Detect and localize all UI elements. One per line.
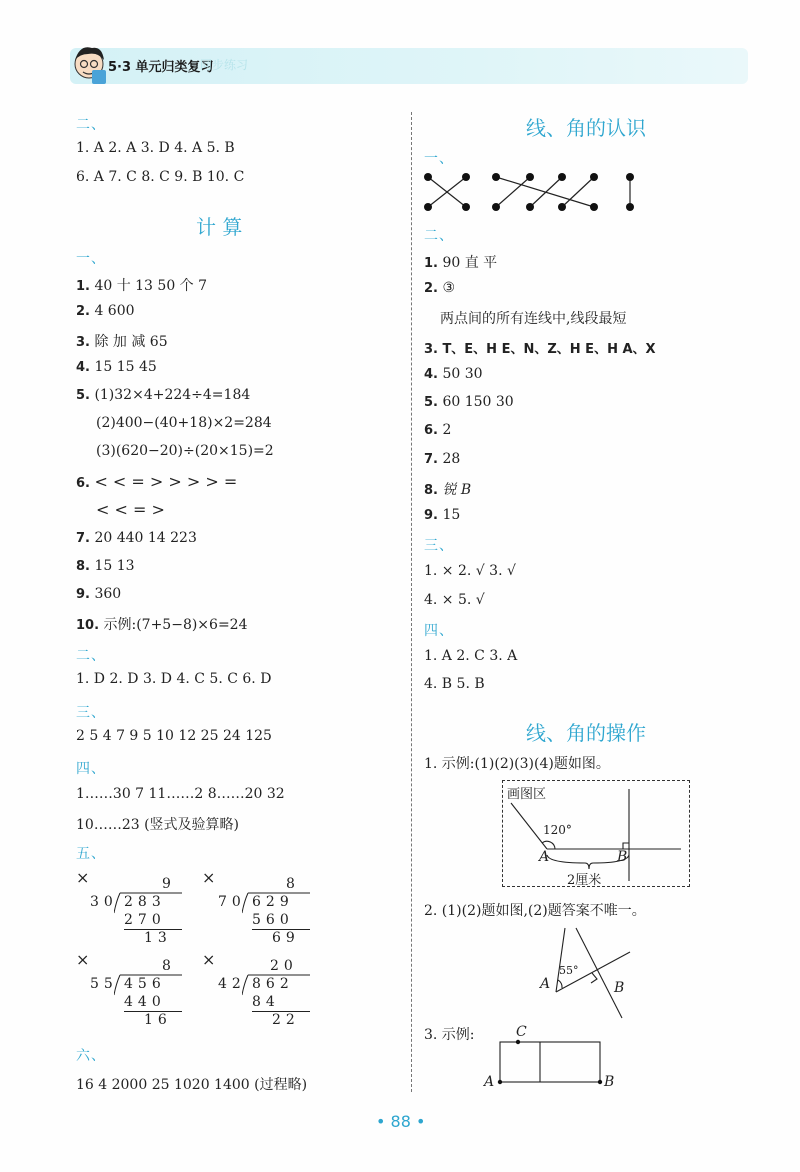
dot-matching-figure [418, 168, 648, 214]
drawing-area-box [502, 780, 690, 887]
calc-line-5b: (2)400−(40+18)×2=284 [96, 415, 272, 431]
item-number: 3. [76, 335, 90, 350]
divisor: 55 [90, 976, 118, 992]
product: 440 [124, 994, 166, 1010]
operation-item-3 [424, 1024, 475, 1044]
quotient: 8 [162, 958, 176, 974]
calc-section-2-answers: 1. D 2. D 3. D 4. C 5. C 6. D [76, 671, 272, 687]
item-number: 8. [76, 559, 90, 574]
right-section-3-line-2: 4. × 5. √ [424, 592, 485, 608]
right-section-4-line-2: 4. B 5. B [424, 676, 485, 692]
item-number: 1. [76, 279, 90, 294]
item-text: 90 直 平 [442, 255, 498, 271]
right-section-4-line-1: 1. A 2. C 3. A [424, 648, 518, 664]
right-line-4 [424, 366, 483, 382]
drawing-area-label: 画图区 [507, 787, 547, 802]
right-section-3-line-1: 1. × 2. √ 3. √ [424, 563, 516, 579]
item-text: 360 [94, 586, 122, 602]
divisor: 30 [90, 894, 118, 910]
right-section-4: 四、 [424, 623, 454, 639]
item-text: (1)32×4+224÷4=184 [94, 387, 251, 403]
operation-item-1: 1. 示例:(1)(2)(3)(4)题如图。 [424, 756, 610, 772]
product: 270 [124, 912, 166, 928]
divisor: 70 [218, 894, 246, 910]
item-number: 7. [76, 531, 90, 546]
wrong-mark-icon: × [76, 868, 90, 887]
item-number: 7. [424, 452, 438, 467]
wrong-mark-icon: × [202, 950, 216, 969]
quotient: 20 [270, 958, 298, 974]
remainder: 13 [144, 930, 172, 946]
header-ghost-text: 同步练习 [200, 58, 249, 72]
product: 84 [252, 994, 280, 1010]
calc-section-6: 六、 [76, 1048, 106, 1064]
item-text: 示例:(7+5−8)×6=24 [103, 617, 248, 633]
calc-section-1: 一、 [76, 251, 106, 267]
wrong-mark-icon: × [76, 950, 90, 969]
calc-section-3: 三、 [76, 705, 106, 721]
perpendicular-figure [530, 922, 640, 1022]
item-number: 4. [424, 367, 438, 382]
item-text: 15 13 [94, 558, 135, 574]
right-line-2b: 两点间的所有连线中,线段最短 [440, 311, 627, 327]
rectangle-figure [482, 1024, 622, 1090]
point-b-label: B [614, 980, 625, 996]
calc-section-4: 四、 [76, 761, 106, 777]
item-text: ③ [442, 280, 455, 296]
calc-line-7 [76, 530, 197, 546]
calc-line-5 [76, 387, 250, 403]
calc-line-6b: < < = > [96, 500, 165, 519]
item-text: 2 [442, 422, 452, 438]
left-section-er-top: 二、 [76, 117, 106, 133]
perpendicular-lines [530, 922, 640, 1022]
right-line-8 [424, 479, 471, 499]
right-line-3 [424, 338, 656, 357]
point-c-label: C [516, 1024, 527, 1040]
item-text: 28 [442, 451, 461, 467]
calc-line-3 [76, 331, 168, 351]
point-b-label: B [617, 849, 628, 865]
calc-line-6 [76, 472, 237, 491]
item-number: 9. [424, 508, 438, 523]
item-number: 10. [76, 618, 100, 633]
item-text: T、E、H E、N、Z、H E、H A、X [442, 342, 656, 357]
calc-section-4-line-2: 10……23 (竖式及验算略) [76, 817, 240, 833]
top-answer-line-1: 1. A 2. A 3. D 4. A 5. B [76, 140, 235, 156]
item-number: 1. [424, 256, 438, 271]
dividend: 629 [252, 894, 294, 910]
heading-line-angle-operation: 线、角的操作 [526, 721, 646, 745]
length-label: 2厘米 [567, 873, 602, 888]
calc-section-4-line-1: 1……30 7 11……2 8……20 32 [76, 786, 285, 802]
remainder: 16 [144, 1012, 172, 1028]
item-number: 6. [424, 423, 438, 438]
point-a-label: A [484, 1074, 495, 1090]
item-number: 3. [424, 342, 438, 357]
quotient: 9 [162, 876, 176, 892]
mascot-icon [68, 40, 110, 88]
calc-section-6-answers: 16 4 2000 25 1020 1400 (过程略) [76, 1077, 308, 1093]
right-line-6 [424, 422, 451, 438]
calc-section-3-answers: 2 5 4 7 9 5 10 12 25 24 125 [76, 728, 272, 744]
calc-section-2: 二、 [76, 648, 106, 664]
product: 560 [252, 912, 294, 928]
item-text: 15 [442, 507, 461, 523]
top-answer-line-2: 6. A 7. C 8. C 9. B 10. C [76, 169, 245, 185]
right-line-7 [424, 451, 460, 467]
remainder: 22 [272, 1012, 300, 1028]
rectangle-lines [482, 1024, 622, 1090]
calc-section-5: 五、 [76, 846, 106, 862]
item-text: 2. (1)(2)题如图,(2)题答案不唯一。 [424, 903, 646, 919]
wrong-mark-icon: × [202, 868, 216, 887]
item-text: 4 600 [94, 303, 135, 319]
item-number: 2. [424, 281, 438, 296]
header-title: 5·3 单元归类复习 [108, 60, 214, 75]
right-section-3: 三、 [424, 538, 454, 554]
item-text: < < = > > > > = [94, 472, 238, 491]
item-text: 除 加 减 65 [94, 334, 168, 350]
right-line-5 [424, 394, 514, 410]
item-number: 2. [76, 304, 90, 319]
point-b-label: B [604, 1074, 615, 1090]
calc-line-2 [76, 303, 135, 319]
angle-value-label: 120° [543, 823, 572, 837]
quotient: 8 [286, 876, 300, 892]
item-text: 50 30 [442, 366, 483, 382]
item-text: 40 十 13 50 个 7 [94, 278, 208, 294]
calc-line-1 [76, 275, 207, 295]
angle-value-label: 55° [559, 964, 579, 977]
item-text: 60 150 30 [442, 394, 514, 410]
dividend: 456 [124, 976, 166, 992]
item-text: 锐 B [442, 482, 472, 498]
calc-line-5c: (3)(620−20)÷(20×15)=2 [96, 443, 274, 459]
divisor: 42 [218, 976, 246, 992]
right-line-1 [424, 252, 497, 272]
dividend: 283 [124, 894, 166, 910]
item-number: 4. [76, 360, 90, 375]
item-text: 20 440 14 223 [94, 530, 197, 546]
point-a-label: A [539, 849, 550, 865]
calc-line-9 [76, 586, 121, 602]
right-section-1: 一、 [424, 151, 454, 167]
calc-line-10 [76, 614, 248, 634]
item-number: 5. [76, 388, 90, 403]
calc-heading: 计 算 [196, 215, 243, 239]
item-text: 15 15 45 [94, 359, 157, 375]
item-number: 8. [424, 483, 438, 498]
point-a-label: A [540, 976, 551, 992]
column-divider [411, 112, 412, 1092]
item-number: 6. [76, 476, 90, 491]
operation-item-2 [424, 900, 646, 920]
right-section-2: 二、 [424, 228, 454, 244]
page-number: • 88 • [376, 1112, 426, 1131]
calc-line-8 [76, 558, 135, 574]
item-number: 9. [76, 587, 90, 602]
remainder: 69 [272, 930, 300, 946]
calc-line-4 [76, 359, 157, 375]
dividend: 862 [252, 976, 294, 992]
item-number: 5. [424, 395, 438, 410]
item-text: 3. 示例: [424, 1027, 475, 1043]
right-line-9 [424, 507, 460, 523]
right-line-2 [424, 280, 455, 296]
heading-line-angle-recognition: 线、角的认识 [526, 116, 646, 140]
